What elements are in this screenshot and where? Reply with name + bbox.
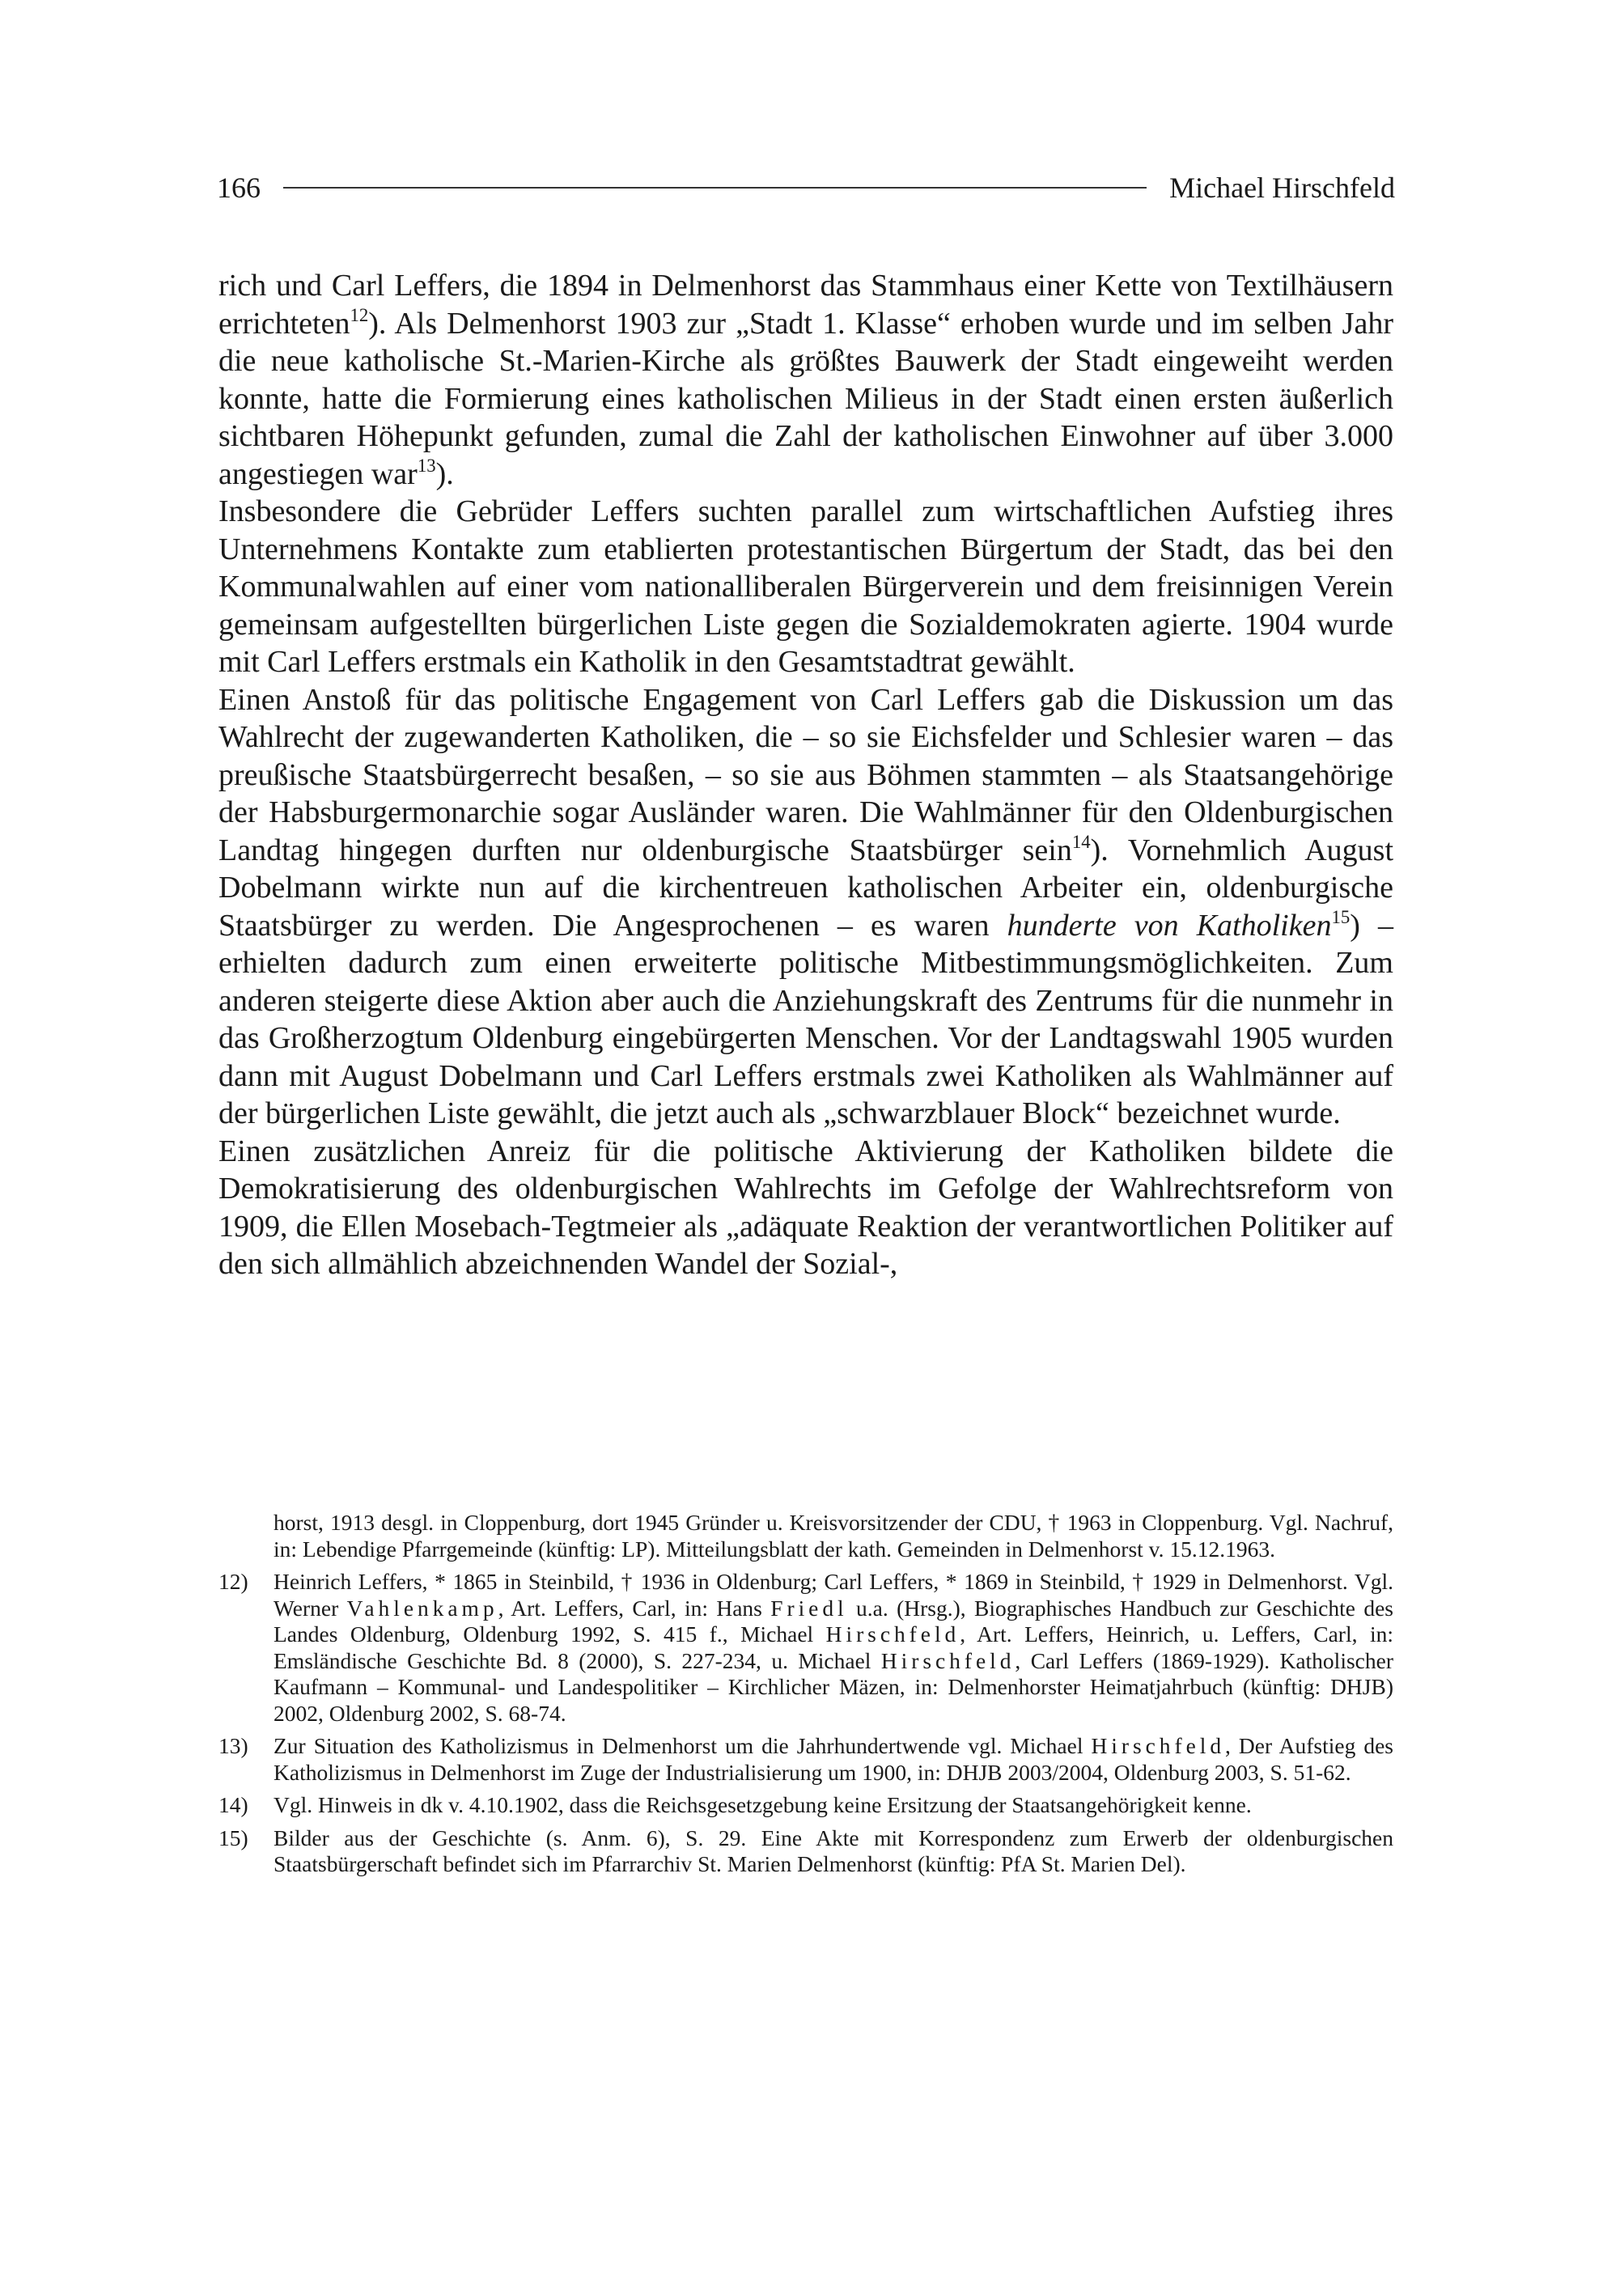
footnote-number: 14) bbox=[218, 1792, 248, 1817]
footnote-text: horst, 1913 desgl. in Cloppenburg, dort 1945 Gründer u. Kreisvorsitzender der CDU, † 1963 in Cloppenburg. Vgl. Nachruf, in: Lebendige Pfarrgemeinde (künftig: LP). Mitteilungsblatt der kath. Gemeinden in Delmenhorst v. 15.12.1963. bbox=[273, 1510, 1393, 1562]
footnote-number: 13) bbox=[218, 1733, 248, 1758]
paragraph-1 bbox=[218, 267, 1393, 493]
footnote-segment: , Der Aufstieg des Katholizismus in Delmenhorst im Zuge der Industrialisierung um 1900, in: DHJB 2003/2004, Oldenburg 2003, S. 51-62. bbox=[273, 1733, 1393, 1785]
footnote-ref-15: 15 bbox=[1331, 906, 1351, 927]
author-name: Friedl bbox=[770, 1595, 848, 1621]
paragraph-text: ). Als Delmenhorst 1903 zur „Stadt 1. Klasse“ erhoben wurde und im selben Jahr die neue katholische St.-Marien-Kirche als größtes Bauwerk der Stadt eingeweiht werden konnte, hatte die Formierung eines katholischen Milieus in der Stadt einen ersten äußerlich sichtbaren Höhepunkt gefunden, zumal die Zahl der katholischen Einwohner auf über 3.000 angestiegen war bbox=[218, 306, 1393, 491]
footnote-segment: Heinrich Leffers, * 1865 in Steinbild, † 1936 in Oldenburg; Carl Leffers, * 1869 in Steinbild, † 1929 in Delmenhorst. Vgl. Werner bbox=[273, 1569, 1393, 1621]
author-name: Hirschfeld bbox=[825, 1621, 960, 1647]
footnote-ref-12: 12 bbox=[350, 304, 369, 325]
footnote-segment: , Art. Leffers, Heinrich, u. Leffers, Carl, in: Emsländische Geschichte Bd. 8 (2000), S. 227-234, u. Michael bbox=[273, 1621, 1393, 1673]
running-head-author: Michael Hirschfeld bbox=[1169, 172, 1395, 204]
footnote-number-placeholder bbox=[218, 1510, 273, 1562]
footnote-text: Bilder aus der Geschichte (s. Anm. 6), S. 29. Eine Akte mit Korrespondenz zum Erwerb der oldenburgischen Staatsbürgerschaft befindet sich im Pfarrarchiv St. Marien Delmenhorst (künftig: PfA St. Marien Del). bbox=[273, 1825, 1393, 1876]
quoted-italic-phrase: hunderte von Katholiken bbox=[1007, 908, 1332, 943]
paragraph-text: ). Vornehmlich August Dobelmann wirkte nun auf die kirchentreuen katholischen Arbeiter ein, oldenburgische Staatsbürger zu werden. Die Angesprochenen – es waren bbox=[218, 833, 1393, 943]
paragraph-text: ). bbox=[435, 456, 454, 491]
footnote-segment: Zur Situation des Katholizismus in Delmenhorst um die Jahrhundertwende vgl. Michael bbox=[273, 1733, 1092, 1758]
footnote-text bbox=[273, 1569, 1393, 1727]
footnotes bbox=[218, 1510, 1393, 1884]
footnote-segment: , Art. Leffers, Carl, in: Hans bbox=[498, 1595, 771, 1621]
footnote-segment: u.a. (Hrsg.), Biographisches Handbuch zur Geschichte des Landes Oldenburg, Oldenburg 1992, S. 415 f., Michael bbox=[273, 1595, 1393, 1647]
footnote-segment: , Carl Leffers (1869-1929). Katholischer Kaufmann – Kommunal- und Landespolitiker – Kirchlicher Mäzen, in: Delmenhorster Heimatjahrbuch (künftig: DHJB) 2002, Oldenburg 2002, S. 68-74. bbox=[273, 1647, 1393, 1726]
footnote-15 bbox=[218, 1825, 1393, 1878]
paragraph-text: Einen Anstoß für das politische Engagement von Carl Leffers gab die Diskussion um das Wahlrecht der zugewanderten Katholiken, die – so sie Eichsfelder und Schlesier waren – das preußische Staatsbürgerrecht besaßen, – so sie aus Böhmen stammten – als Staatsangehörige der Habsburgermonarchie sogar Ausländer waren. Die Wahlmänner für den Oldenburgischen Landtag hingegen durften nur oldenburgische Staatsbürger sein bbox=[218, 682, 1393, 867]
footnote-13 bbox=[218, 1733, 1393, 1786]
footnote-14 bbox=[218, 1792, 1393, 1819]
footnote-12 bbox=[218, 1569, 1393, 1727]
paragraph-text: rich und Carl Leffers, die 1894 in Delmenhorst das Stammhaus einer Kette von Textilhäusern errichteten bbox=[218, 269, 1393, 341]
page-number: 166 bbox=[217, 172, 261, 204]
paragraph-4: Einen zusätzlichen Anreiz für die politische Aktivierung der Katholiken bildete die Demokratisierung des oldenburgischen Wahlrechts im Gefolge der Wahlrechtsreform von 1909, die Ellen Mosebach-Tegtmeier als „adäquate Reaktion der verantwortlichen Politiker auf den sich allmählich abzeichnenden Wandel der Sozial-, bbox=[218, 1134, 1393, 1281]
header-rule bbox=[283, 187, 1147, 189]
main-text bbox=[218, 267, 1393, 1283]
footnote-text: Vgl. Hinweis in dk v. 4.10.1902, dass die Reichsgesetzgebung keine Ersitzung der Staatsangehörigkeit kenne. bbox=[273, 1792, 1252, 1817]
footnote-ref-13: 13 bbox=[417, 455, 436, 476]
author-name: Vahlenkamp bbox=[346, 1595, 498, 1621]
paragraph-3 bbox=[218, 681, 1393, 1133]
author-name: Hirschfeld bbox=[1091, 1733, 1226, 1758]
running-header bbox=[217, 167, 1395, 209]
paragraph-text: ) – erhielten dadurch zum einen erweiterte politische Mitbestimmungsmöglichkeiten. Zum anderen steigerte diese Aktion aber auch die Anziehungskraft des Zentrums für die nunmehr in das Großherzogtum Oldenburg eingebürgerten Menschen. Vor der Landtagswahl 1905 wurden dann mit August Dobelmann und Carl Leffers erstmals zwei Katholiken als Wahlmänner auf der bürgerlichen Liste gewählt, die jetzt auch als „schwarzblauer Block“ bezeichnet wurde. bbox=[218, 908, 1393, 1130]
footnote-number: 12) bbox=[218, 1569, 248, 1594]
footnote-number: 15) bbox=[218, 1825, 248, 1850]
footnote-text bbox=[273, 1733, 1393, 1786]
author-name: Hirschfeld bbox=[880, 1647, 1016, 1673]
footnote-ref-14: 14 bbox=[1071, 831, 1091, 852]
paragraph-2: Insbesondere die Gebrüder Leffers suchten parallel zum wirtschaftlichen Aufstieg ihres Unternehmens Kontakte zum etablierten protestantischen Bürgertum der Stadt, das bei den Kommunalwahlen auf einer vom nationalliberalen Bürgerverein und dem freisinnigen Verein gemeinsam aufgestellten bürgerlichen Liste gegen die Sozialdemokraten agierte. 1904 wurde mit Carl Leffers erstmals ein Katholik in den Gesamtstadtrat gewählt. bbox=[218, 494, 1393, 679]
footnote-continuation bbox=[218, 1510, 1393, 1562]
